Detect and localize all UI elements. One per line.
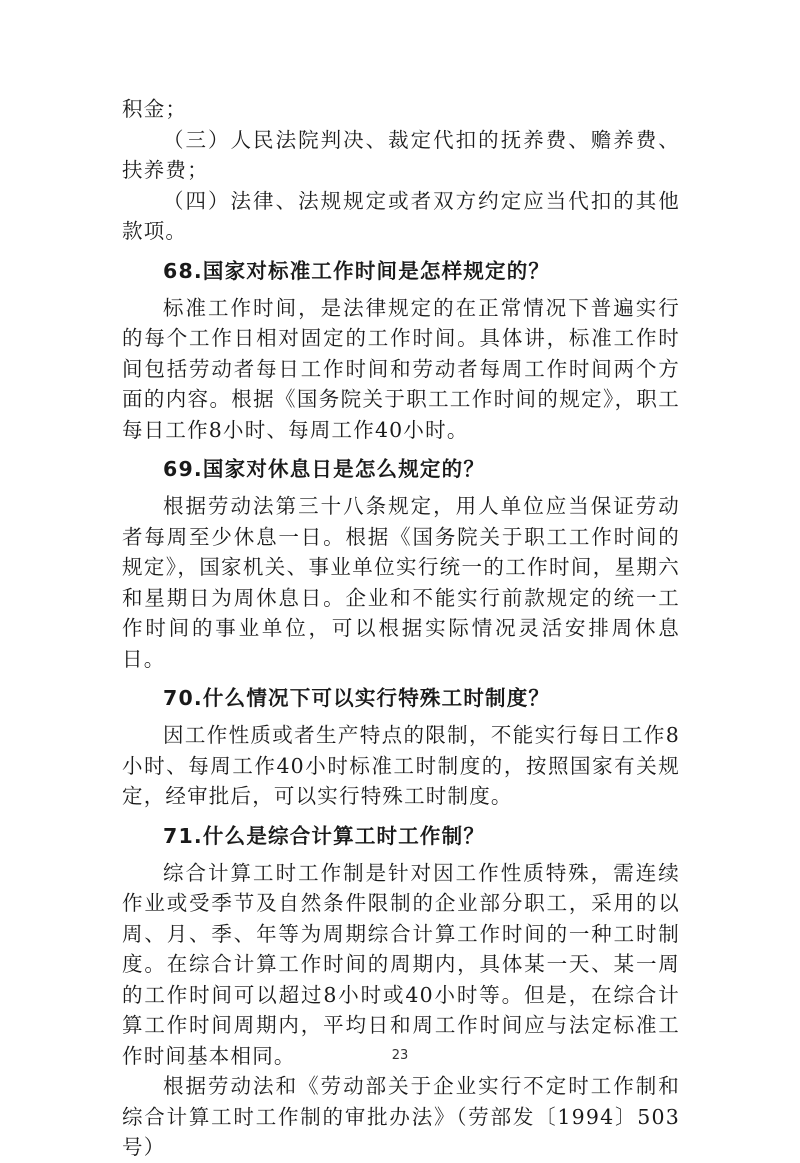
paragraph-q70: 因工作性质或者生产特点的限制，不能实行每日工作8小时、每周工作40小时标准工时制度的，按照国家有关规定，经审批后，可以实行特殊工时制度。 bbox=[122, 723, 680, 808]
paragraph-q71-a: 综合计算工时工作制是针对因工作性质特殊，需连续作业或受季节及自然条件限制的企业部分职工，采用的以周、月、季、年等为周期综合计算工作时间的一种工时制度。在综合计算工作时间的周期内，具体某一天、某一周的工作时间可以超过8小时或40小时等。但是，在综合计算工作时间周期内，平均日和周工作时间应与法定标准工作时间基本相同。 bbox=[122, 860, 680, 1068]
page-body bbox=[122, 94, 680, 1163]
heading-q68: 68.国家对标准工作时间是怎样规定的？ bbox=[163, 258, 551, 283]
paragraph-item-4: （四）法律、法规规定或者双方约定应当代扣的其他款项。 bbox=[122, 188, 680, 243]
paragraph-continuation: 积金； bbox=[122, 97, 188, 121]
heading-q71: 71.什么是综合计算工时工作制？ bbox=[163, 823, 486, 848]
paragraph-q71-b: 根据劳动法和《劳动部关于企业实行不定时工作制和综合计算工时工作制的审批办法》（劳部发〔1994〕503号） bbox=[122, 1074, 680, 1159]
paragraph-item-3: （三）人民法院判决、裁定代扣的抚养费、赡养费、扶养费； bbox=[122, 127, 680, 182]
paragraph-q68: 标准工作时间，是法律规定的在正常情况下普遍实行的每个工作日相对固定的工作时间。具体讲，标准工作时间包括劳动者每日工作时间和劳动者每周工作时间两个方面的内容。根据《国务院关于职工工作时间的规定》，职工每日工作8小时、每周工作40小时。 bbox=[122, 295, 680, 442]
heading-q70: 70.什么情况下可以实行特殊工时制度？ bbox=[163, 686, 551, 710]
paragraph-q69: 根据劳动法第三十八条规定，用人单位应当保证劳动者每周至少休息一日。根据《国务院关于职工工作时间的规定》，国家机关、事业单位实行统一的工作时间，星期六和星期日为周休息日。企业和不能实行前款规定的统一工作时间的事业单位，可以根据实际情况灵活安排周休息日。 bbox=[122, 494, 680, 671]
heading-q69: 69.国家对休息日是怎么规定的？ bbox=[163, 457, 486, 481]
page-number: 23 bbox=[391, 1048, 409, 1063]
